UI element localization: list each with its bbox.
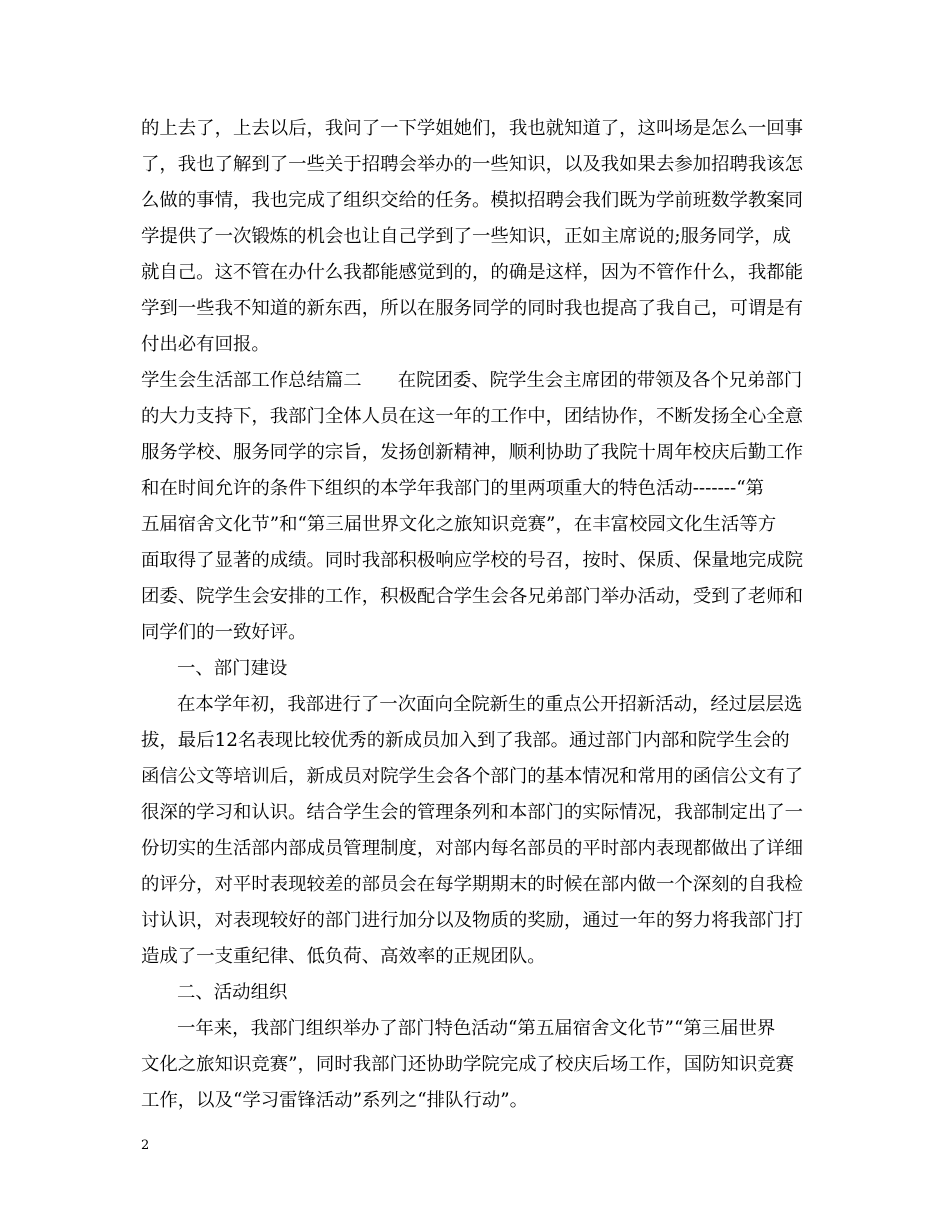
part1-text-line: 份切实的生活部内部成员管理制度，对部内每名部员的平时部内表现都做出了详细 [141, 838, 804, 859]
document-body [141, 111, 817, 1119]
part2-text-line: 文化之旅知识竞赛”，同时我部门还协助学院完成了校庆后场工作，国防知识竞赛 [141, 1054, 795, 1075]
body-text-line: 付出必有回报。 [141, 334, 270, 355]
body-text-line: 学提供了一次锻炼的机会也让自己学到了一些知识，正如主席说的;服务同学，成 [141, 226, 791, 247]
part1-text-line: 造成了一支重纪律、低负荷、高效率的正规团队。 [141, 946, 546, 967]
section-first-line: 在院团委、院学生会主席团的带领及各个兄弟部门 [397, 370, 803, 391]
section-title-line [141, 363, 817, 399]
body-text-line: 的上去了，上去以后，我问了一下学姐她们，我也就知道了，这叫场是怎么一回事 [141, 118, 804, 139]
heading-department-building: 一、部门建设 [177, 658, 288, 679]
part1-text-line: 的评分，对平时表现较差的部员会在每学期期末的时候在部内做一个深刻的自我检 [141, 874, 804, 895]
section-text-line: 五届宿舍文化节”和“第三届世界文化之旅知识竞赛”，在丰富校园文化生活等方 [141, 514, 777, 535]
part1-text-line: 函信公文等培训后，新成员对院学生会各个部门的基本情况和常用的函信公文有了 [141, 766, 804, 787]
part2-text-line: 工作，以及“学习雷锋活动”系列之“排队行动”。 [141, 1090, 529, 1111]
section-text-line: 同学们的一致好评。 [141, 622, 307, 643]
body-text-line: 学到一些我不知道的新东西，所以在服务同学的同时我也提高了我自己，可谓是有 [141, 298, 804, 319]
body-text-line: 就自己。这不管在办什么我都能感觉到的，的确是这样，因为不管作什么，我都能 [141, 262, 804, 283]
section-text-line: 服务学校、服务同学的宗旨，发扬创新精神，顺利协助了我院十周年校庆后勤工作 [141, 442, 804, 463]
section-text-line: 和在时间允许的条件下组织的本学年我部门的里两项重大的特色活动-------“第 [141, 478, 765, 499]
section-text-line: 面取得了显著的成绩。同时我部积极响应学校的号召，按时、保质、保量地完成院 [141, 550, 804, 571]
heading-activity-organization: 二、活动组织 [177, 982, 288, 1003]
part1-text-line: 讨认识，对表现较好的部门进行加分以及物质的奖励，通过一年的努力将我部门打 [141, 910, 804, 931]
body-text-line: 了，我也了解到了一些关于招聘会举办的一些知识，以及我如果去参加招聘我该怎 [141, 154, 804, 175]
part2-text-line: 一年来，我部门组织举办了部门特色活动“第五届宿舍文化节”“第三届世界 [177, 1018, 776, 1039]
part1-text-line: 拔，最后12名表现比较优秀的新成员加入到了我部。通过部门内部和院学生会的 [141, 730, 790, 751]
body-text-line: 么做的事情，我也完成了组织交给的任务。模拟招聘会我们既为学前班数学教案同 [141, 190, 804, 211]
part1-text-line: 很深的学习和认识。结合学生会的管理条列和本部门的实际情况，我部制定出了一 [141, 802, 804, 823]
section-text-line: 的大力支持下，我部门全体人员在这一年的工作中，团结协作，不断发扬全心全意 [141, 406, 804, 427]
part1-text-line: 在本学年初，我部进行了一次面向全院新生的重点公开招新活动，经过层层选 [177, 694, 803, 715]
page-number: 2 [141, 1138, 150, 1153]
section-title: 学生会生活部工作总结篇二 [141, 370, 362, 391]
section-text-line: 团委、院学生会安排的工作，积极配合学生会各兄弟部门举办活动，受到了老师和 [141, 586, 804, 607]
